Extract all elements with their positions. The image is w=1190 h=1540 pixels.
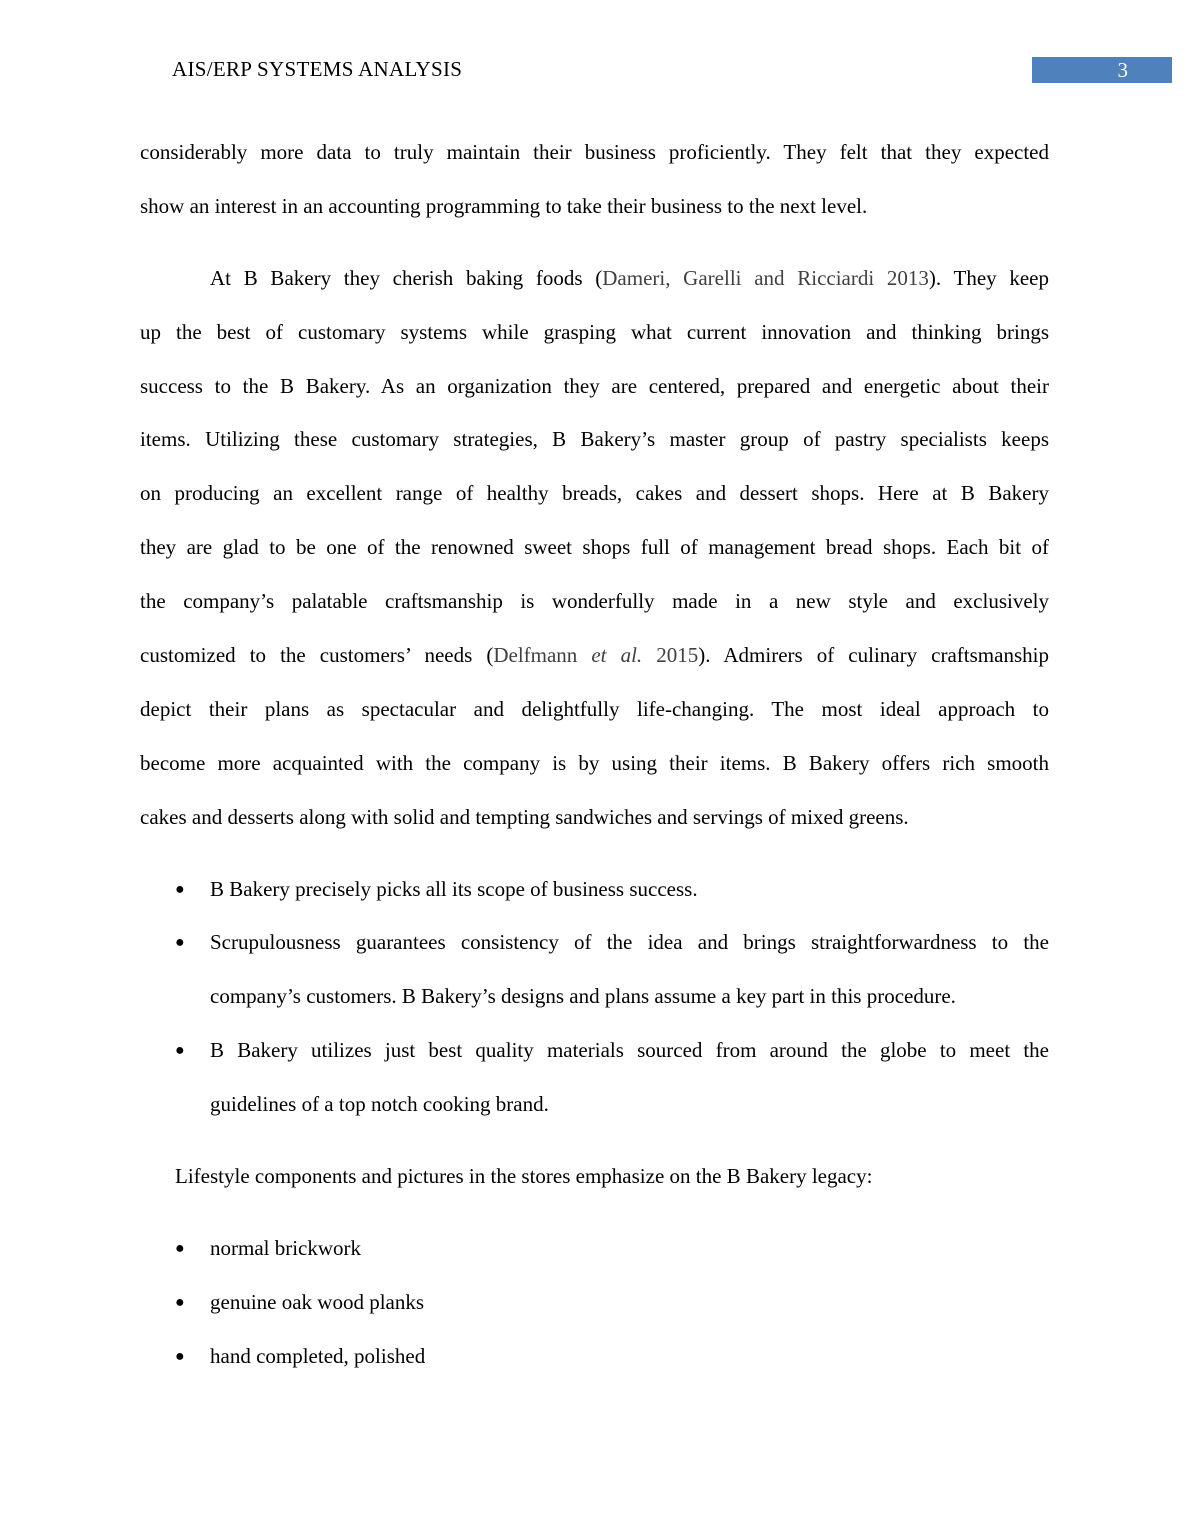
lifestyle-intro: Lifestyle components and pictures in the stores emphasize on the B Bakery legacy: (175, 1164, 873, 1189)
list-item-continuation: guidelines of a top notch cooking brand. (210, 1092, 549, 1117)
paragraph-line: items. Utilizing these customary strategies, B Bakery’s master group of pastry specialists keeps (140, 427, 1049, 452)
bullet-icon: ● (175, 1239, 185, 1257)
paragraph-line: up the best of customary systems while grasping what current innovation and thinking brings (140, 319, 1049, 344)
list-item: ● normal brickwork (140, 1222, 1049, 1276)
paragraph-line: customized to the customers’ needs (Delfmann et al. 2015). Admirers of culinary craftsmanship (140, 643, 1049, 668)
running-header-title: AIS/ERP SYSTEMS ANALYSIS (172, 57, 463, 81)
bullet-icon: ● (175, 934, 185, 952)
bullet-icon: ● (175, 1293, 185, 1311)
paragraph-line: become more acquainted with the company is by using their items. B Bakery offers rich smooth (140, 750, 1049, 775)
intro-line: show an interest in an accounting programming to take their business to the next level. (140, 193, 868, 218)
document-body (140, 126, 1049, 1384)
paragraph-line: on producing an excellent range of healthy breads, cakes and dessert shops. Here at B Bakery (140, 481, 1049, 506)
page-number-box (1032, 57, 1172, 83)
list-item: ● Scrupulousness guarantees consistency of the idea and brings straightforwardness to the (140, 916, 1049, 970)
list-item: ● genuine oak wood planks (140, 1276, 1049, 1330)
bullet-icon: ● (175, 1347, 185, 1365)
intro-line: considerably more data to truly maintain their business proficiently. They felt that they expected (140, 140, 1049, 164)
list-item: ● B Bakery utilizes just best quality materials sourced from around the globe to meet the (140, 1024, 1049, 1078)
page-number: 3 (1117, 58, 1128, 82)
paragraph-line: At B Bakery they cherish baking foods (Dameri, Garelli and Ricciardi 2013). They keep (210, 265, 1050, 290)
bullet-icon: ● (175, 880, 185, 898)
citation: Delfmann et al. 2015 (493, 643, 699, 668)
list-item: ● hand completed, polished (140, 1330, 1049, 1384)
paragraph-line: depict their plans as spectacular and delightfully life-changing. The most ideal approach to (140, 696, 1049, 721)
list-item-continuation: company’s customers. B Bakery’s designs and plans assume a key part in this procedure. (210, 984, 956, 1009)
list-item: ● B Bakery precisely picks all its scope of business success. (140, 863, 1049, 917)
paragraph-line: they are glad to be one of the renowned sweet shops full of management bread shops. Each bit of (140, 535, 1049, 560)
paragraph-line: the company’s palatable craftsmanship is wonderfully made in a new style and exclusively (140, 589, 1049, 614)
paragraph-line: cakes and desserts along with solid and tempting sandwiches and servings of mixed greens. (140, 804, 909, 829)
paragraph-line: success to the B Bakery. As an organization they are centered, prepared and energetic about their (140, 373, 1049, 398)
bullet-icon: ● (175, 1042, 185, 1060)
citation: Dameri, Garelli and Ricciardi 2013 (602, 265, 929, 290)
